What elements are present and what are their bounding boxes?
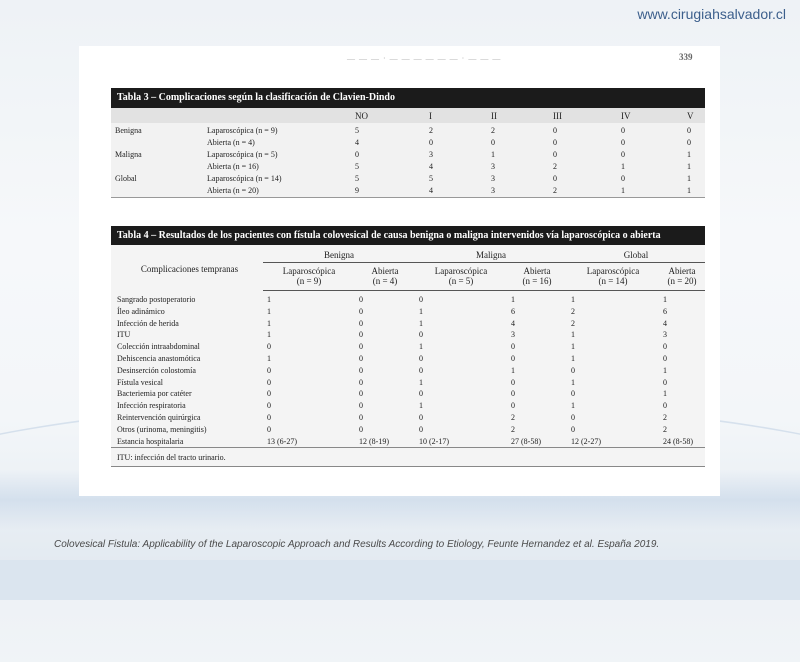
table-cell: 0: [359, 365, 363, 375]
row-label: Estancia hospitalaria: [117, 436, 184, 446]
table-cell: 1: [267, 318, 271, 328]
table-3-header-cell: [203, 108, 351, 123]
table-cell: 0: [621, 150, 625, 159]
document-page: [79, 46, 720, 496]
table-cell: Laparoscópica (n = 14): [207, 174, 282, 183]
table-cell: 0: [359, 353, 363, 363]
table-cell: 3: [491, 174, 495, 183]
row-label: Dehiscencia anastomótica: [117, 353, 201, 363]
table-cell: 0: [359, 330, 363, 340]
table-cell: 0: [419, 412, 423, 422]
table-cell: 0: [553, 126, 557, 135]
table-cell: 1: [511, 365, 515, 375]
subheader-line: (n = 5): [448, 276, 474, 286]
table-row: [111, 400, 705, 412]
table-cell: 2: [663, 412, 667, 422]
table-3-title: Tabla 3 – Complicaciones según la clasificación de Clavien-Dindo: [111, 88, 705, 108]
table-row: [111, 377, 705, 389]
table-cell: 4: [425, 185, 487, 198]
table-4-subheader-cell: [659, 263, 705, 291]
table-row: [111, 388, 705, 400]
table-cell: 1: [663, 365, 667, 375]
table-3-header-cell: NO: [355, 110, 368, 121]
table-3-header-cell: II: [491, 110, 497, 121]
table-cell: 12 (8-19): [359, 436, 389, 446]
table-cell: 4: [355, 138, 359, 147]
table-cell: 0: [267, 412, 271, 422]
table-cell: 0: [687, 126, 691, 135]
table-cell: 3: [429, 150, 433, 159]
table-cell: 10 (2-17): [419, 436, 449, 446]
table-cell: 0: [419, 389, 423, 399]
table-cell: 0: [571, 424, 575, 434]
table-cell: 0: [663, 353, 667, 363]
row-label: ITU: [117, 330, 131, 340]
row-label: Reintervención quirúrgica: [117, 412, 201, 422]
table-cell: 2: [549, 185, 617, 198]
table-row: [111, 185, 705, 198]
table-row: [111, 436, 705, 448]
table-cell: 0: [359, 318, 363, 328]
table-cell: 1: [419, 342, 423, 352]
table-cell: 0: [267, 365, 271, 375]
table-cell: 5: [355, 162, 359, 171]
table-4-subheader-cell: [507, 263, 567, 291]
table-cell: 1: [663, 389, 667, 399]
table-cell: 0: [359, 342, 363, 352]
table-cell: 0: [267, 377, 271, 387]
table-cell: 0: [359, 401, 363, 411]
subheader-line: (n = 20): [667, 276, 697, 286]
table-cell: 2: [511, 412, 515, 422]
table-row: [111, 173, 705, 185]
table-cell: 0: [267, 424, 271, 434]
table-cell: 0: [419, 353, 423, 363]
table-cell: 1: [571, 353, 575, 363]
table-cell: 2: [491, 126, 495, 135]
row-label: Sangrado postoperatorio: [117, 294, 196, 304]
row-label: Infección de herida: [117, 318, 179, 328]
table-cell: 0: [429, 138, 433, 147]
table-cell: Maligna: [115, 150, 142, 159]
table-cell: 9: [351, 185, 425, 198]
table-row: [111, 291, 705, 306]
table-row: [111, 341, 705, 353]
table-cell: 0: [663, 401, 667, 411]
table-row: [111, 353, 705, 365]
table-3-header-cell: III: [553, 110, 562, 121]
journal-header: — — — · — — — — — — · — — —: [347, 54, 502, 63]
table-cell: 1: [419, 401, 423, 411]
subheader-line: Laparoscópica: [282, 266, 336, 276]
table-cell: 0: [571, 365, 575, 375]
table-cell: 0: [359, 377, 363, 387]
table-cell: 0: [359, 412, 363, 422]
table-cell: 0: [511, 353, 515, 363]
table-3: [111, 88, 705, 198]
table-cell: 0: [419, 295, 423, 304]
table-cell: 2: [429, 126, 433, 135]
table-cell: 0: [621, 174, 625, 183]
table-cell: 2: [663, 424, 667, 434]
table-cell: 1: [683, 185, 705, 198]
table-3-header-row: [111, 108, 705, 123]
subheader-line: Abierta: [371, 266, 399, 276]
table-cell: 2: [571, 306, 575, 316]
table-cell: 1: [267, 353, 271, 363]
table-cell: 0: [419, 330, 423, 340]
table-cell: 0: [359, 306, 363, 316]
table-cell: 4: [429, 162, 433, 171]
table-cell: 0: [553, 138, 557, 147]
table-cell: 2: [571, 318, 575, 328]
row-label: Colección intraabdominal: [117, 342, 200, 352]
site-url[interactable]: www.cirugiahsalvador.cl: [637, 6, 786, 22]
table-cell: 0: [511, 342, 515, 352]
table-cell: 0: [553, 150, 557, 159]
table-cell: 0: [419, 365, 423, 375]
group-header-benigna: Benigna: [263, 245, 415, 263]
table-cell: 1: [687, 162, 691, 171]
table-cell: 0: [571, 412, 575, 422]
table-4-subheader-cell: [263, 263, 355, 291]
table-cell: 1: [571, 401, 575, 411]
table-cell: 1: [571, 295, 575, 304]
table-4-first-header: Complicaciones tempranas: [140, 264, 239, 275]
table-cell: 1: [267, 330, 271, 340]
table-row: [111, 149, 705, 161]
table-cell: 6: [511, 306, 515, 316]
table-row: [111, 412, 705, 424]
row-label: Bacteriemia por catéter: [117, 389, 192, 399]
subheader-line: Abierta: [523, 266, 551, 276]
table-cell: 5: [429, 174, 433, 183]
table-cell: 0: [663, 342, 667, 352]
table-cell: 0: [511, 401, 515, 411]
table-cell: 0: [359, 389, 363, 399]
table-cell: 0: [571, 389, 575, 399]
table-3-header-cell: IV: [621, 110, 631, 121]
table-row: [111, 137, 705, 149]
table-cell: 0: [359, 424, 363, 434]
table-cell: 1: [687, 150, 691, 159]
table-cell: 0: [267, 342, 271, 352]
background-footer-band: [0, 560, 800, 600]
table-3-grid: [111, 108, 705, 198]
table-row: [111, 306, 705, 318]
table-cell: 6: [663, 306, 667, 316]
table-cell: 0: [359, 295, 363, 304]
table-cell: 1: [571, 342, 575, 352]
subheader-line: Laparoscópica: [434, 266, 488, 276]
table-cell: 0: [687, 138, 691, 147]
table-cell: Abierta (n = 16): [207, 162, 259, 171]
table-cell: 0: [621, 126, 625, 135]
row-label: Desinserción colostomía: [117, 365, 196, 375]
subheader-line: Abierta: [668, 266, 696, 276]
table-4: [111, 226, 705, 467]
table-4-footnote: ITU: infección del tracto urinario.: [111, 448, 705, 467]
group-header-maligna: Maligna: [415, 245, 567, 263]
table-cell: Benigna: [115, 126, 142, 135]
table-cell: 1: [267, 295, 271, 304]
table-4-subheader-cell: [567, 263, 659, 291]
page-number: 339: [679, 52, 693, 62]
table-cell: 1: [267, 306, 271, 316]
row-label: Íleo adinámico: [117, 306, 165, 316]
row-label: Infección respiratoria: [117, 401, 186, 411]
table-cell: 0: [267, 401, 271, 411]
subheader-line: (n = 14): [598, 276, 628, 286]
figure-caption: Colovesical Fistula: Applicability of the Laparoscopic Approach and Results According to Etiology, Feunte Hernandez et al. España 2019.: [54, 539, 660, 550]
table-cell: Global: [115, 174, 137, 183]
table-cell: 1: [617, 185, 683, 198]
subheader-line: Laparoscópica: [586, 266, 640, 276]
table-3-header-cell: I: [429, 110, 432, 121]
row-label: Fístula vesical: [117, 377, 163, 387]
table-cell: 0: [621, 138, 625, 147]
table-cell: 0: [267, 389, 271, 399]
table-cell: 0: [419, 424, 423, 434]
table-cell: 4: [511, 318, 515, 328]
table-4-subheader-cell: [415, 263, 507, 291]
table-row: [111, 318, 705, 330]
table-cell: 24 (8-58): [663, 436, 693, 446]
group-header-global: Global: [567, 245, 705, 263]
table-cell: 1: [663, 295, 667, 304]
table-cell: 4: [663, 318, 667, 328]
table-cell: 5: [355, 174, 359, 183]
row-label: Otros (urinoma, meningitis): [117, 424, 207, 434]
table-cell: 3: [511, 330, 515, 340]
table-cell: 0: [663, 377, 667, 387]
table-cell: Abierta (n = 4): [207, 138, 255, 147]
table-cell: 0: [553, 174, 557, 183]
table-3-header-cell: [111, 108, 203, 123]
subheader-line: (n = 9): [296, 276, 322, 286]
table-4-group-row: [111, 245, 705, 263]
table-cell: 5: [355, 126, 359, 135]
table-4-title: Tabla 4 – Resultados de los pacientes con fístula colovesical de causa benigna o maligna intervenidos vía laparoscópica o abierta: [111, 226, 705, 245]
table-cell: 1: [419, 377, 423, 387]
table-cell: Abierta (n = 20): [203, 185, 351, 198]
table-cell: 1: [491, 150, 495, 159]
table-cell: 12 (2-27): [571, 436, 601, 446]
table-4-subheader-cell: [355, 263, 415, 291]
table-row: [111, 329, 705, 341]
subheader-line: (n = 4): [372, 276, 398, 286]
table-row: [111, 365, 705, 377]
table-cell: [111, 161, 203, 173]
table-cell: Laparoscópica (n = 5): [207, 150, 278, 159]
table-cell: 0: [355, 150, 359, 159]
table-cell: [111, 185, 203, 198]
table-cell: 1: [511, 295, 515, 304]
table-cell: 1: [571, 330, 575, 340]
table-cell: 0: [511, 389, 515, 399]
table-cell: 27 (8-58): [511, 436, 541, 446]
table-cell: 1: [419, 318, 423, 328]
table-cell: 0: [511, 377, 515, 387]
table-cell: 2: [511, 424, 515, 434]
table-row: [111, 161, 705, 173]
table-cell: 3: [663, 330, 667, 340]
table-cell: 1: [419, 306, 423, 316]
table-row: [111, 424, 705, 436]
table-cell: 3: [491, 162, 495, 171]
table-cell: 1: [621, 162, 625, 171]
table-3-header-cell: V: [687, 110, 694, 121]
table-cell: 1: [687, 174, 691, 183]
table-cell: 2: [553, 162, 557, 171]
subheader-line: (n = 16): [522, 276, 552, 286]
table-cell: [111, 137, 203, 149]
table-cell: 3: [487, 185, 549, 198]
table-4-grid: [111, 245, 705, 467]
table-cell: 1: [571, 377, 575, 387]
table-cell: 0: [491, 138, 495, 147]
table-row: [111, 123, 705, 137]
table-cell: Laparoscópica (n = 9): [207, 126, 278, 135]
table-cell: 13 (6-27): [267, 436, 297, 446]
